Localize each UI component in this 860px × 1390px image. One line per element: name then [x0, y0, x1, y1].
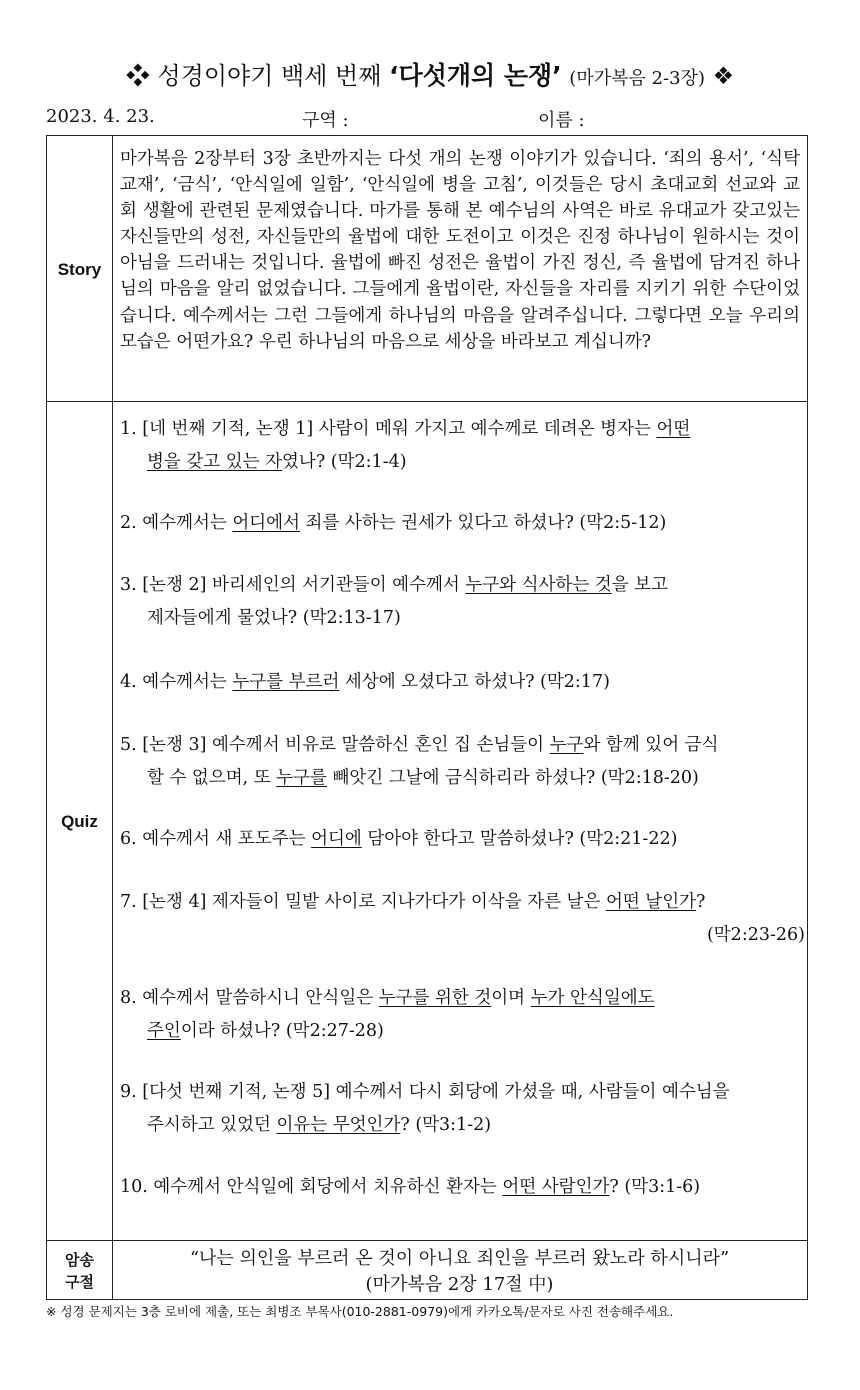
diamond-icon-right: ❖ — [712, 62, 735, 90]
quiz-label: Quiz — [61, 812, 98, 831]
title-main: ‘다섯개의 논쟁’ — [389, 61, 562, 90]
answer-blank: 어디에서 — [232, 513, 300, 533]
footnote: ※ 성경 문제지는 3층 로비에 제출, 또는 최병조 부목사(010-2881-0979)에게 카카오톡/문자로 사진 전송해주세요. — [46, 1304, 674, 1319]
answer-blank: 어떤 사람인가 — [502, 1177, 610, 1197]
answer-blank: 이유는 무엇인가 — [276, 1115, 401, 1135]
row-divider-story — [47, 401, 807, 402]
date-text: 2023. 4. 23. — [46, 106, 155, 127]
quiz-item-7: 7. [논쟁 4] 제자들이 밀밭 사이로 지나가다가 이삭을 자른 날은 어떤 날인가? (막2:23-26) — [120, 892, 805, 945]
name-label: 이름 : — [538, 110, 585, 131]
quiz-item-9: 9. [다섯 번째 기적, 논쟁 5] 예수께서 다시 회당에 가셨을 때, 사람들이 예수님을 주시하고 있었던 이유는 무엇인가? (막3:1-2) — [120, 1082, 730, 1135]
row-divider-quiz — [47, 1240, 807, 1241]
quiz-item-1: 1. [네 번째 기적, 논쟁 1] 사람이 메워 가지고 예수께로 데려온 병자는 어떤 병을 갖고 있는 자였나? (막2:1-4) — [120, 419, 691, 472]
quiz-item-8: 8. 예수께서 말씀하시니 안식일은 누구를 위한 것이며 누가 안식일에도 주인이라 하셨나? (막2:27-28) — [120, 988, 655, 1041]
quiz-item-2: 2. 예수께서는 어디에서 죄를 사하는 권세가 있다고 하셨나? (막2:5-12) — [120, 513, 667, 533]
quiz-item-5: 5. [논쟁 3] 예수께서 비유로 말씀하신 혼인 집 손님들이 누구와 함께 있어 금식 할 수 없으며, 또 누구를 빼앗긴 그날에 금식하리라 하셨나? (막2:18-20) — [120, 735, 719, 788]
quiz-item-6: 6. 예수께서 새 포도주는 어디에 담아야 한다고 말씀하셨나? (막2:21-22) — [120, 829, 678, 849]
answer-blank: 어떤 날인가 — [605, 892, 697, 912]
memory-label: 암송 구절 — [65, 1251, 94, 1291]
quiz-item-10: 10. 예수께서 안식일에 회당에서 치유하신 환자는 어떤 사람인가? (막3:1-6) — [120, 1177, 701, 1197]
memory-verse — [112, 1246, 807, 1298]
story-text: 마가복음 2장부터 3장 초반까지는 다섯 개의 논쟁 이야기가 있습니다. ‘죄의 용서’, ‘식탁교재’, ‘금식’, ‘안식일에 일함’, ‘안식일에 병을 고침’, 이것들은 당시 초대교회 선교와 교회 생활에 관련된 문제였습니다. 마가를 통해 본 예수님의 사역은 바로 유대교가 갖고있는 자신들만의 성전, 자신들만의 율법에 대한 도전이고 이것은 진정 하나님이 원하시는 것이 아님을 드러내는 것입니다. 율법에 빠진 성전은 율법이 가진 정신, 즉 율법에 담겨진 하나님의 마음을 알리 없었습니다. 그들에게 율법이란, 자신들을 자리를 지키기 위한 수단이었습니다. 예수께서는 그런 그들에게 하나님의 마음을 알려주십니다. 그렇다면 오늘 우리의 모습은 어떤가요? 우린 하나님의 마음으로 세상을 바라보고 계십니까? — [120, 149, 800, 352]
answer-blank: 어디에 — [311, 829, 362, 849]
meta-row — [46, 106, 816, 130]
quiz-item-4: 4. 예수께서는 누구를 부르러 세상에 오셨다고 하셨나? (막2:17) — [120, 672, 610, 692]
quiz-item-3: 3. [논쟁 2] 바리세인의 서기관들이 예수께서 누구와 식사하는 것을 보고 제자들에게 물었나? (막2:13-17) — [120, 575, 668, 628]
memory-verse-reference: (마가복음 2장 17절 中) — [365, 1274, 554, 1295]
title-reference: (마가복음 2-3장) — [569, 68, 705, 89]
answer-blank: 누구를 — [276, 768, 327, 788]
answer-blank: 어떤 — [656, 419, 691, 439]
answer-blank: 누구를 위한 것 — [378, 988, 492, 1008]
diamond-icon-left: ❖ — [125, 62, 150, 90]
answer-blank: 누가 안식일에도 — [530, 988, 655, 1008]
answer-blank: 누구를 부르러 — [232, 672, 340, 692]
answer-blank: 누구 — [549, 735, 584, 755]
memory-verse-text: “나는 의인을 부르러 온 것이 아니요 죄인을 부르러 왔노라 하시니라” — [189, 1248, 730, 1269]
title-prefix: 성경이야기 백세 번째 — [157, 62, 382, 90]
answer-blank: 누구와 식사하는 것 — [465, 575, 612, 595]
column-divider — [112, 136, 113, 1299]
worksheet-table — [46, 135, 808, 1300]
answer-blank: 주인 — [147, 1021, 181, 1041]
page-title — [0, 56, 860, 92]
answer-blank: 병을 갖고 있는 자 — [147, 452, 283, 472]
story-label: Story — [57, 260, 102, 279]
district-label: 구역 : — [302, 110, 349, 131]
